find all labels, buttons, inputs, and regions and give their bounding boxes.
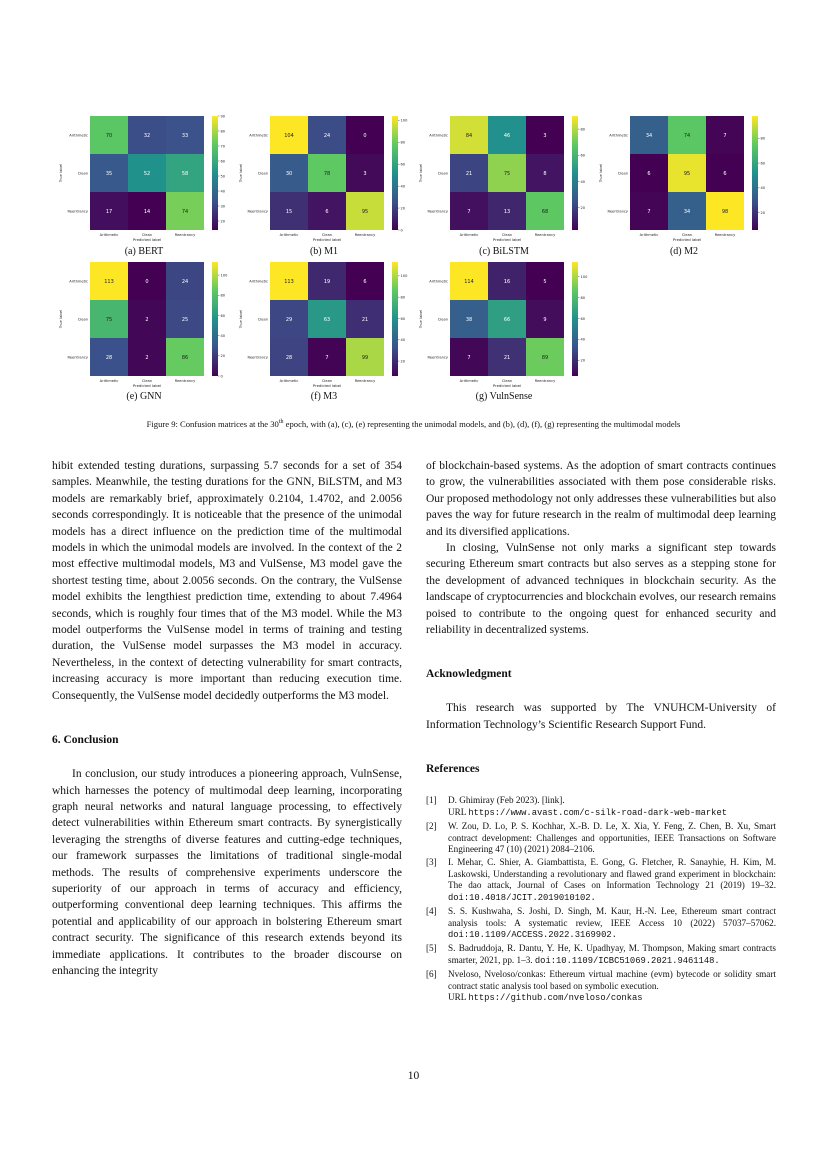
- cell-value-label: 70: [105, 133, 113, 139]
- colorbar-tick-label: 100: [400, 274, 408, 279]
- colorbar-tick-label: 80: [220, 129, 226, 134]
- reference-url-link[interactable]: https://www.avast.com/c-silk-road-dark-web-market: [468, 807, 728, 818]
- reference-number: [5]: [426, 943, 437, 954]
- subcaption-bilstm: (c) BiLSTM: [479, 246, 529, 257]
- reference-body: [448, 906, 776, 942]
- x-axis-label: Predicted label: [672, 237, 702, 242]
- cell-value-label: 0: [363, 133, 367, 139]
- reference-text: S. S. Kushwaha, S. Joshi, D. Singh, M. Kaur, H.-N. Lee, Ethereum smart contract analysis tools: A systematic review, IEEE Access 10 (2022) 57037–57062.: [448, 906, 776, 928]
- cell-value-label: 21: [361, 317, 369, 323]
- reference-item: [426, 795, 776, 819]
- cell-value-label: 3: [363, 171, 367, 177]
- reference-doi: doi:10.1109/ICBC51069.2021.9461148.: [534, 956, 720, 966]
- confusion-matrix-bilstm: [418, 114, 588, 244]
- colorbar-tick-label: 40: [220, 189, 226, 194]
- figure-9: [0, 0, 827, 440]
- heatmap-svg: [58, 260, 228, 390]
- x-tick-label: Clean: [681, 233, 693, 237]
- cell-value-label: 7: [467, 355, 471, 361]
- colorbar-tick-label: 80: [400, 295, 406, 300]
- section-heading-conclusion: 6. Conclusion: [52, 734, 119, 747]
- reference-body: [448, 969, 776, 1005]
- cell-value-label: 66: [503, 317, 511, 323]
- colorbar-tick-label: 60: [580, 153, 586, 158]
- colorbar-tick-label: 100: [400, 118, 408, 123]
- y-tick-label: Clean: [257, 317, 268, 322]
- y-axis-label: True label: [58, 309, 63, 329]
- confusion-matrix-m2: [598, 114, 768, 244]
- reference-url-link[interactable]: https://github.com/nveloso/conkas: [468, 993, 643, 1004]
- acknowledgment-text: This research was supported by The VNUHCM-University of Information Technology’s Scientific Research Support Fund.: [426, 702, 776, 731]
- cell-value-label: 95: [683, 171, 691, 177]
- cell-value-label: 35: [105, 171, 113, 177]
- cell-value-label: 15: [285, 209, 293, 215]
- cell-value-label: 98: [721, 209, 729, 215]
- y-tick-label: Arithmetic: [69, 133, 88, 138]
- confusion-matrix-bert: [58, 114, 228, 244]
- cell-value-label: 95: [361, 209, 369, 215]
- y-tick-label: Arithmetic: [69, 279, 88, 284]
- y-tick-label: Arithmetic: [429, 133, 448, 138]
- colorbar: [572, 116, 578, 230]
- y-axis-label: True label: [418, 163, 423, 183]
- cell-value-label: 113: [284, 279, 294, 285]
- cell-value-label: 33: [181, 133, 189, 139]
- colorbar: [212, 116, 218, 230]
- y-tick-label: Clean: [77, 317, 88, 322]
- colorbar: [212, 262, 218, 376]
- x-tick-label: Reentrancy: [174, 233, 196, 237]
- colorbar-tick-label: 20: [400, 359, 406, 364]
- reference-body: [448, 943, 776, 967]
- reference-body: [448, 821, 776, 856]
- cell-value-label: 17: [105, 209, 113, 215]
- confusion-matrix-m1: [238, 114, 408, 244]
- cell-value-label: 89: [541, 355, 549, 361]
- figure-caption: [40, 417, 787, 430]
- x-tick-label: Clean: [141, 233, 153, 237]
- colorbar-tick-label: 20: [580, 206, 586, 211]
- reference-body: [448, 795, 776, 819]
- colorbar-tick-label: 40: [760, 186, 766, 191]
- colorbar-tick-label: 30: [220, 204, 226, 209]
- cell-value-label: 38: [465, 317, 473, 323]
- colorbar-tick-label: 100: [220, 273, 228, 278]
- cell-value-label: 21: [465, 171, 473, 177]
- confusion-matrix-vulnsense: [418, 260, 588, 390]
- reference-doi: doi:10.1109/ACCESS.2022.3169902.: [448, 930, 617, 941]
- x-tick-label: Reentrancy: [174, 379, 196, 383]
- x-tick-label: Reentrancy: [534, 379, 556, 383]
- colorbar-tick-label: 40: [580, 179, 586, 184]
- reference-number: [3]: [426, 857, 437, 868]
- y-axis-label: True label: [418, 309, 423, 329]
- y-tick-label: Arithmetic: [609, 133, 628, 138]
- cell-value-label: 2: [145, 317, 149, 323]
- y-tick-label: Reentrancy: [427, 209, 448, 214]
- colorbar-tick-label: 50: [220, 174, 226, 179]
- reference-url-prefix: URL: [448, 992, 469, 1003]
- cell-value-label: 78: [323, 171, 331, 177]
- colorbar-tick-label: 20: [220, 354, 226, 359]
- cell-value-label: 24: [323, 133, 331, 139]
- reference-item: [426, 906, 776, 942]
- heatmap-svg: [598, 114, 768, 244]
- left-column: [52, 458, 402, 979]
- colorbar-tick-label: 20: [220, 219, 226, 224]
- colorbar-tick-label: 90: [220, 114, 226, 119]
- right-column: [426, 458, 776, 1006]
- cell-value-label: 5: [543, 279, 547, 285]
- body-paragraph: of blockchain-based systems. As the adoption of smart contracts continues to grow, the vulnerabilities associated with them pose considerable risks. Our proposed methodology not only addresses these vulnerabilities but also paves the way for future research in the realm of multimodal deep learning and its diversified applications.: [426, 460, 776, 538]
- cell-value-label: 6: [647, 171, 651, 177]
- x-axis-label: Predicted label: [492, 237, 522, 242]
- cell-value-label: 104: [284, 133, 294, 139]
- x-axis-label: Predicted label: [132, 237, 162, 242]
- x-tick-label: Arithmetic: [279, 233, 299, 237]
- page-number: 10: [407, 1070, 420, 1082]
- y-tick-label: Arithmetic: [249, 133, 268, 138]
- cell-value-label: 2: [145, 355, 149, 361]
- heatmap-svg: [418, 114, 588, 244]
- cell-value-label: 7: [325, 355, 329, 361]
- colorbar-tick-label: 80: [580, 127, 586, 132]
- y-axis-label: True label: [238, 309, 243, 329]
- y-axis-label: True label: [598, 163, 603, 183]
- reference-body: [448, 857, 776, 904]
- subcaption-vulnsense: (g) VulnSense: [475, 391, 533, 402]
- cell-value-label: 6: [723, 171, 727, 177]
- x-tick-label: Arithmetic: [459, 379, 479, 383]
- colorbar-tick-label: 80: [400, 140, 406, 145]
- heatmap-svg: [238, 260, 408, 390]
- colorbar-tick-label: 60: [760, 161, 766, 166]
- cell-value-label: 16: [503, 279, 511, 285]
- y-tick-label: Reentrancy: [67, 209, 88, 214]
- x-tick-label: Arithmetic: [99, 233, 119, 237]
- subcaption-gnn: (e) GNN: [126, 391, 162, 402]
- x-tick-label: Arithmetic: [279, 379, 299, 383]
- y-tick-label: Reentrancy: [247, 209, 268, 214]
- cell-value-label: 113: [104, 279, 114, 285]
- cell-value-label: 63: [323, 317, 331, 323]
- x-tick-label: Arithmetic: [99, 379, 119, 383]
- colorbar-tick-label: 60: [400, 316, 406, 321]
- x-axis-label: Predicted label: [312, 237, 342, 242]
- y-tick-label: Reentrancy: [247, 355, 268, 360]
- colorbar-tick-label: 80: [580, 295, 586, 300]
- cell-value-label: 0: [145, 279, 149, 285]
- cell-value-label: 14: [143, 209, 151, 215]
- colorbar-tick-label: 40: [220, 333, 226, 338]
- cell-value-label: 46: [503, 133, 511, 139]
- x-tick-label: Clean: [501, 233, 513, 237]
- cell-value-label: 13: [503, 209, 511, 215]
- confusion-matrix-m3: [238, 260, 408, 390]
- reference-number: [2]: [426, 820, 437, 831]
- reference-number: [1]: [426, 795, 437, 806]
- cell-value-label: 9: [543, 317, 547, 323]
- colorbar-tick-label: 70: [220, 144, 226, 149]
- reference-text: D. Ghimiray (Feb 2023). [link].: [448, 795, 565, 806]
- x-tick-label: Reentrancy: [534, 233, 556, 237]
- figure-caption-suffix: epoch, with (a), (c), (e) representing the unimodal models, and (b), (d), (f), (g) representing the multimodal models: [283, 418, 681, 429]
- colorbar: [392, 262, 398, 376]
- cell-value-label: 74: [181, 209, 189, 215]
- reference-item: [426, 943, 776, 967]
- x-axis-label: Predicted label: [312, 383, 342, 388]
- subcaption-m1: (b) M1: [309, 246, 339, 257]
- x-tick-label: Reentrancy: [354, 233, 376, 237]
- y-tick-label: Reentrancy: [427, 355, 448, 360]
- section-heading-references: References: [426, 763, 480, 776]
- colorbar-tick-label: 20: [760, 210, 766, 215]
- colorbar-tick-label: 80: [220, 293, 226, 298]
- cell-value-label: 8: [543, 171, 547, 177]
- cell-value-label: 21: [503, 355, 511, 361]
- cell-value-label: 99: [361, 355, 369, 361]
- colorbar-tick-label: 0: [400, 228, 403, 233]
- confusion-matrix-gnn: [58, 260, 228, 390]
- colorbar-tick-label: 20: [580, 358, 586, 363]
- cell-value-label: 28: [285, 355, 293, 361]
- reference-item: [426, 821, 776, 856]
- subcaption-bert: (a) BERT: [124, 246, 164, 257]
- cell-value-label: 34: [683, 209, 691, 215]
- cell-value-label: 6: [363, 279, 367, 285]
- colorbar-tick-label: 20: [400, 206, 406, 211]
- colorbar-tick-label: 40: [400, 338, 406, 343]
- reference-text: I. Mehar, C. Shier, A. Giambattista, E. Gong, G. Fletcher, R. Sanayhie, H. Kim, M. Laskowski, Understanding a revolutionary and flawed grand experiment in blockchain: The dao attack, Journal of Cases on Information Technology 21 (2019) 19–32.: [448, 857, 776, 891]
- x-tick-label: Clean: [141, 379, 153, 383]
- figure-caption-sup: th: [278, 419, 284, 425]
- colorbar: [392, 116, 398, 230]
- colorbar-tick-label: 60: [220, 159, 226, 164]
- colorbar-tick-label: 0: [220, 374, 223, 379]
- cell-value-label: 6: [325, 209, 329, 215]
- cell-value-label: 75: [105, 317, 113, 323]
- body-paragraph: In conclusion, our study introduces a pioneering approach, VulnSense, which harnesses the potency of multimodal deep learning, incorporating graph neural networks and natural language processing, to effectively detect vulnerabilities within Ethereum smart contracts. By synergistically leveraging the strengths of diverse features and cutting-edge techniques, our framework surpasses the limitations of traditional single-modal methods. The results of comprehensive experiments underscore the superiority of our approach in terms of accuracy and efficiency, outperforming conventional deep learning techniques. This affirms the potential and applicability of our approach in bolstering Ethereum smart contract security. The significance of this research extends beyond its immediate applications. It contributes to the broader discourse on enhancing the integrity: [52, 768, 402, 977]
- figure-caption-prefix: Figure 9: Confusion matrices at the 30: [146, 418, 279, 429]
- y-tick-label: Clean: [437, 317, 448, 322]
- cell-value-label: 68: [541, 209, 549, 215]
- y-axis-label: True label: [238, 163, 243, 183]
- heatmap-svg: [418, 260, 588, 390]
- y-tick-label: Arithmetic: [249, 279, 268, 284]
- cell-value-label: 75: [503, 171, 511, 177]
- x-tick-label: Clean: [321, 233, 333, 237]
- colorbar-tick-label: 60: [580, 316, 586, 321]
- reference-list: [426, 795, 776, 1005]
- reference-text: S. Badruddoja, R. Dantu, Y. He, K. Upadhyay, M. Thompson, Making smart contracts smarter, 2021, pp. 1–3.: [448, 943, 776, 965]
- y-tick-label: Clean: [77, 171, 88, 176]
- reference-text: W. Zou, D. Lo, P. S. Kochhar, X.-B. D. Le, X. Xia, Y. Feng, Z. Chen, B. Xu, Smart contract development: Challenges and opportunities, IEEE Transactions on Software Engineering 47 (10) (2021) 2084–2106.: [448, 820, 776, 855]
- reference-text: Nveloso, Nveloso/conkas: Ethereum virtual machine (evm) bytecode or solidity smart contract static analysis tool based on symbolic execution.: [448, 969, 776, 991]
- x-tick-label: Arithmetic: [459, 233, 479, 237]
- cell-value-label: 25: [181, 317, 189, 323]
- cell-value-label: 19: [323, 279, 331, 285]
- x-tick-label: Reentrancy: [354, 379, 376, 383]
- y-tick-label: Reentrancy: [607, 209, 628, 214]
- cell-value-label: 7: [467, 209, 471, 215]
- subcaption-m2: (d) M2: [669, 246, 699, 257]
- y-tick-label: Arithmetic: [429, 279, 448, 284]
- heatmap-svg: [238, 114, 408, 244]
- cell-value-label: 58: [181, 171, 189, 177]
- cell-value-label: 86: [181, 355, 189, 361]
- cell-value-label: 32: [143, 133, 151, 139]
- colorbar: [752, 116, 758, 230]
- colorbar-tick-label: 40: [580, 337, 586, 342]
- reference-doi: doi:10.4018/JCIT.2019010102.: [448, 893, 596, 904]
- reference-item: [426, 857, 776, 904]
- cell-value-label: 34: [645, 133, 653, 139]
- cell-value-label: 24: [181, 279, 189, 285]
- colorbar-tick-label: 60: [400, 162, 406, 167]
- reference-number: [4]: [426, 906, 437, 917]
- cell-value-label: 52: [143, 171, 151, 177]
- body-paragraph: In closing, VulnSense not only marks a significant step towards securing Ethereum smart contracts but also serves as a stepping stone for the development of advanced techniques in blockchain security. As the landscape of cryptocurrencies and blockchain evolves, our research remains poised to contribute to the ongoing quest for enhanced security and reliability in decentralized systems.: [426, 542, 776, 637]
- reference-url-prefix: URL: [448, 806, 469, 817]
- y-tick-label: Reentrancy: [67, 355, 88, 360]
- subcaption-m3: (f) M3: [310, 391, 338, 402]
- cell-value-label: 3: [543, 133, 547, 139]
- x-tick-label: Arithmetic: [639, 233, 659, 237]
- reference-item: [426, 969, 776, 1005]
- y-axis-label: True label: [58, 163, 63, 183]
- body-paragraph: hibit extended testing durations, surpassing 5.7 seconds for a set of 354 samples. Meanwhile, the testing durations for the GNN, BiLSTM, and M3 models are remarkably brief, approximately 0.2104, 1.4702, and 2.0056 seconds correspondingly. It is noticeable that the presence of the unimodal models has a direct influence on the prediction time of the multimodal models in which the unimodal models are involved. In the context of the 2 most effective multimodal models, M3 and VulSense, M3 model gave the shortest testing time, about 2.0056 seconds. On the contrary, the VulSense model exhibits the lengthiest prediction time, extending to about 7.4964 seconds, which is roughly four times that of the M3 model. While the M3 model outperforms the VulSense model in terms of training and testing duration, the VulSense model surpasses the M3 model in accuracy. Nevertheless, in the context of detecting vulnerability for smart contracts, increasing accuracy is more important than reducing execution time. Consequently, the VulSense model decidedly outperforms the M3 model.: [52, 460, 402, 702]
- x-tick-label: Reentrancy: [714, 233, 736, 237]
- cell-value-label: 28: [105, 355, 113, 361]
- cell-value-label: 74: [683, 133, 691, 139]
- cell-value-label: 7: [723, 133, 727, 139]
- colorbar-tick-label: 40: [400, 184, 406, 189]
- colorbar: [572, 262, 578, 376]
- cell-value-label: 29: [285, 317, 293, 323]
- heatmap-svg: [58, 114, 228, 244]
- y-tick-label: Clean: [617, 171, 628, 176]
- colorbar-tick-label: 100: [580, 274, 588, 279]
- cell-value-label: 30: [285, 171, 293, 177]
- x-axis-label: Predicted label: [132, 383, 162, 388]
- reference-number: [6]: [426, 969, 437, 980]
- y-tick-label: Clean: [257, 171, 268, 176]
- x-tick-label: Clean: [501, 379, 513, 383]
- colorbar-tick-label: 80: [760, 136, 766, 141]
- colorbar-tick-label: 60: [220, 313, 226, 318]
- cell-value-label: 114: [464, 279, 474, 285]
- cell-value-label: 7: [647, 209, 651, 215]
- y-tick-label: Clean: [437, 171, 448, 176]
- x-axis-label: Predicted label: [492, 383, 522, 388]
- x-tick-label: Clean: [321, 379, 333, 383]
- cell-value-label: 84: [465, 133, 473, 139]
- section-heading-acknowledgment: Acknowledgment: [426, 668, 512, 681]
